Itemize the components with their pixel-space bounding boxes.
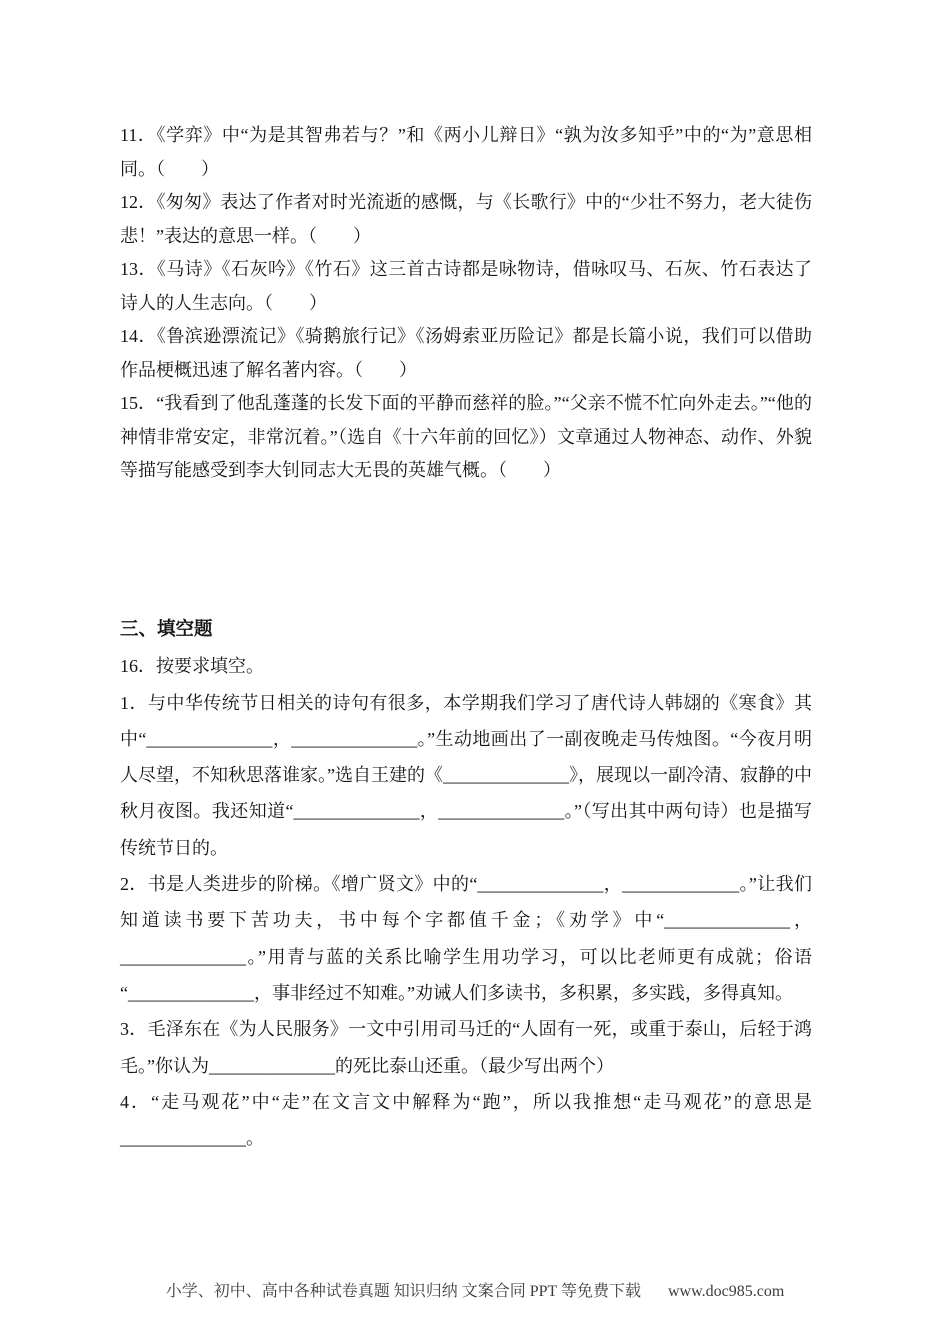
question-13 — [120, 253, 812, 320]
question-11 — [120, 119, 812, 186]
fill-item-4-number: 4． — [120, 1091, 152, 1112]
question-14-number: 14． — [120, 326, 157, 346]
question-15-text: “我看到了他乱蓬蓬的长发下面的平静而慈祥的脸。”“父亲不慌不忙向外走去。”“他的神情非常安定，非常沉着。”（选自《十六年前的回忆》）文章通过人物神态、动作、外貌等描写能感受到李大钊同志大无畏的英雄气概。（ ） — [120, 393, 813, 480]
page-footer — [0, 1281, 950, 1303]
fill-item-4 — [120, 1084, 812, 1157]
question-14 — [120, 320, 812, 387]
question-12 — [120, 186, 812, 253]
fill-item-3 — [120, 1011, 812, 1084]
question-16-intro-text: 按要求填空。 — [156, 656, 264, 677]
fill-item-1-text: 与中华传统节日相关的诗句有很多，本学期我们学习了唐代诗人韩翃的《寒食》其中“______________，______________。”生动地画出了一副夜晚走马传烛图。“今夜月明人尽望，不知秋思落谁家。”选自王建的《______________》，展现以一副冷清、寂静的中秋月夜图。我还知道“______________，______________。”（写出其中两句诗）也是描写传统节日的。 — [120, 692, 812, 858]
fill-item-2 — [120, 866, 812, 1011]
question-16-intro — [120, 648, 812, 684]
footer-download-text: 小学、初中、高中各种试卷真题 知识归纳 文案合同 PPT 等免费下载 — [165, 1283, 641, 1300]
question-12-text: 《匆匆》表达了作者对时光流逝的感慨，与《长歌行》中的“少壮不努力，老大徒伤悲！”表达的意思一样。（ ） — [120, 192, 812, 246]
question-13-number: 13． — [120, 259, 157, 279]
fill-item-1 — [120, 685, 812, 866]
question-16-number: 16． — [120, 656, 156, 677]
fill-item-2-text: 书是人类进步的阶梯。《增广贤文》中的“______________，_____________。”让我们知道读书要下苦功夫，书中每个字都值千金；《劝学》中“______________，______________。”用青与蓝的关系比喻学生用功学习，可以比老师更有成就；俗语“______________，事非经过不知难。”劝诫人们多读书，多积累，多实践，多得真知。 — [120, 874, 812, 1003]
question-11-text: 《学弈》中“为是其智弗若与？”和《两小儿辩日》“孰为汝多知乎”中的“为”意思相同。（ ） — [120, 125, 812, 179]
judgment-questions-section — [120, 119, 812, 488]
fill-in-blank-section — [120, 612, 812, 1156]
footer-site-url: www.doc985.com — [668, 1283, 785, 1300]
question-15 — [120, 387, 812, 488]
fill-item-3-number: 3． — [120, 1019, 148, 1040]
fill-item-1-number: 1． — [120, 692, 148, 713]
question-12-number: 12． — [120, 192, 157, 212]
question-11-number: 11． — [120, 125, 157, 145]
question-14-text: 《鲁滨逊漂流记》《骑鹅旅行记》《汤姆索亚历险记》都是长篇小说，我们可以借助作品梗概迅速了解名著内容。（ ） — [120, 326, 813, 380]
fill-item-3-text: 毛泽东在《为人民服务》一文中引用司马迁的“人固有一死，或重于泰山，后轻于鸿毛。”你认为______________的死比泰山还重。（最少写出两个） — [120, 1019, 812, 1076]
fill-item-2-number: 2． — [120, 874, 148, 895]
fill-item-4-text: “走马观花”中“走”在文言文中解释为“跑”，所以我推想“走马观花”的意思是______________。 — [120, 1091, 812, 1149]
question-15-number: 15． — [120, 393, 157, 413]
question-13-text: 《马诗》《石灰吟》《竹石》这三首古诗都是咏物诗，借咏叹马、石灰、竹石表达了诗人的人生志向。（ ） — [120, 259, 813, 313]
section-heading-fill-in-blank: 三、填空题 — [120, 620, 213, 640]
